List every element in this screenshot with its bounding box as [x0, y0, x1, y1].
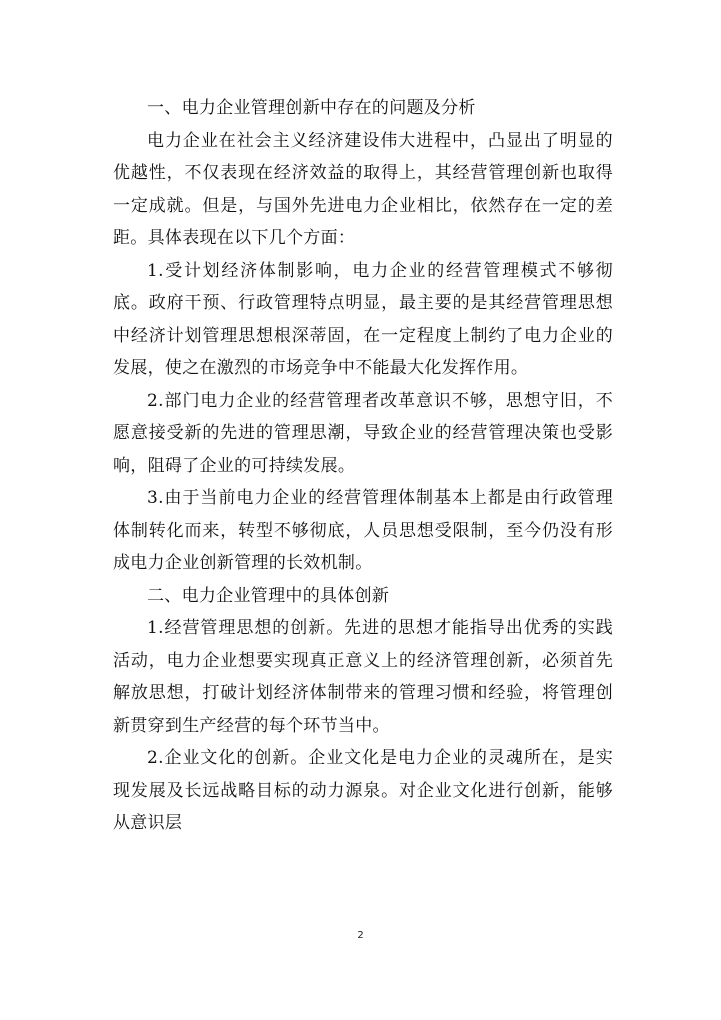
- section-heading-problems: 一、电力企业管理创新中存在的问题及分析: [147, 98, 476, 118]
- paragraph-innovation-2: 2.企业文化的创新。企业文化是电力企业的灵魂所在，是实现发展及长远战略目标的动力源泉。对企业文化进行创新，能够从意识层: [113, 748, 613, 833]
- document-body: [113, 92, 613, 840]
- paragraph-intro: 电力企业在社会主义经济建设伟大进程中，凸显出了明显的优越性，不仅表现在经济效益的取得上，其经营管理创新也取得一定成就。但是，与国外先进电力企业相比，依然存在一定的差距。具体表现在以下几个方面：: [113, 130, 613, 248]
- section-heading-innovation: 二、电力企业管理中的具体创新: [147, 585, 390, 606]
- paragraph-innovation-1: 1.经营管理思想的创新。先进的思想才能指导出优秀的实践活动，电力企业想要实现真正意义上的经济管理创新，必须首先解放思想，打破计划经济体制带来的管理习惯和经验，将管理创新贯穿到生产经营的每个环节当中。: [113, 618, 613, 736]
- paragraph-point-2: 2.部门电力企业的经营管理者改革意识不够，思想守旧，不愿意接受新的先进的管理思潮，导致企业的经营管理决策也受影响，阻碍了企业的可持续发展。: [113, 390, 613, 476]
- paragraph-point-1: 1.受计划经济体制影响，电力企业的经营管理模式不够彻底。政府干预、行政管理特点明显，最主要的是其经营管理思想中经济计划管理思想根深蒂固，在一定程度上制约了电力企业的发展，使之在激烈的市场竞争中不能最大化发挥作用。: [113, 260, 613, 378]
- page-number: 2: [357, 930, 364, 941]
- paragraph-point-3: 3.由于当前电力企业的经营管理体制基本上都是由行政管理体制转化而来，转型不够彻底，人员思想受限制，至今仍没有形成电力企业创新管理的长效机制。: [113, 488, 613, 573]
